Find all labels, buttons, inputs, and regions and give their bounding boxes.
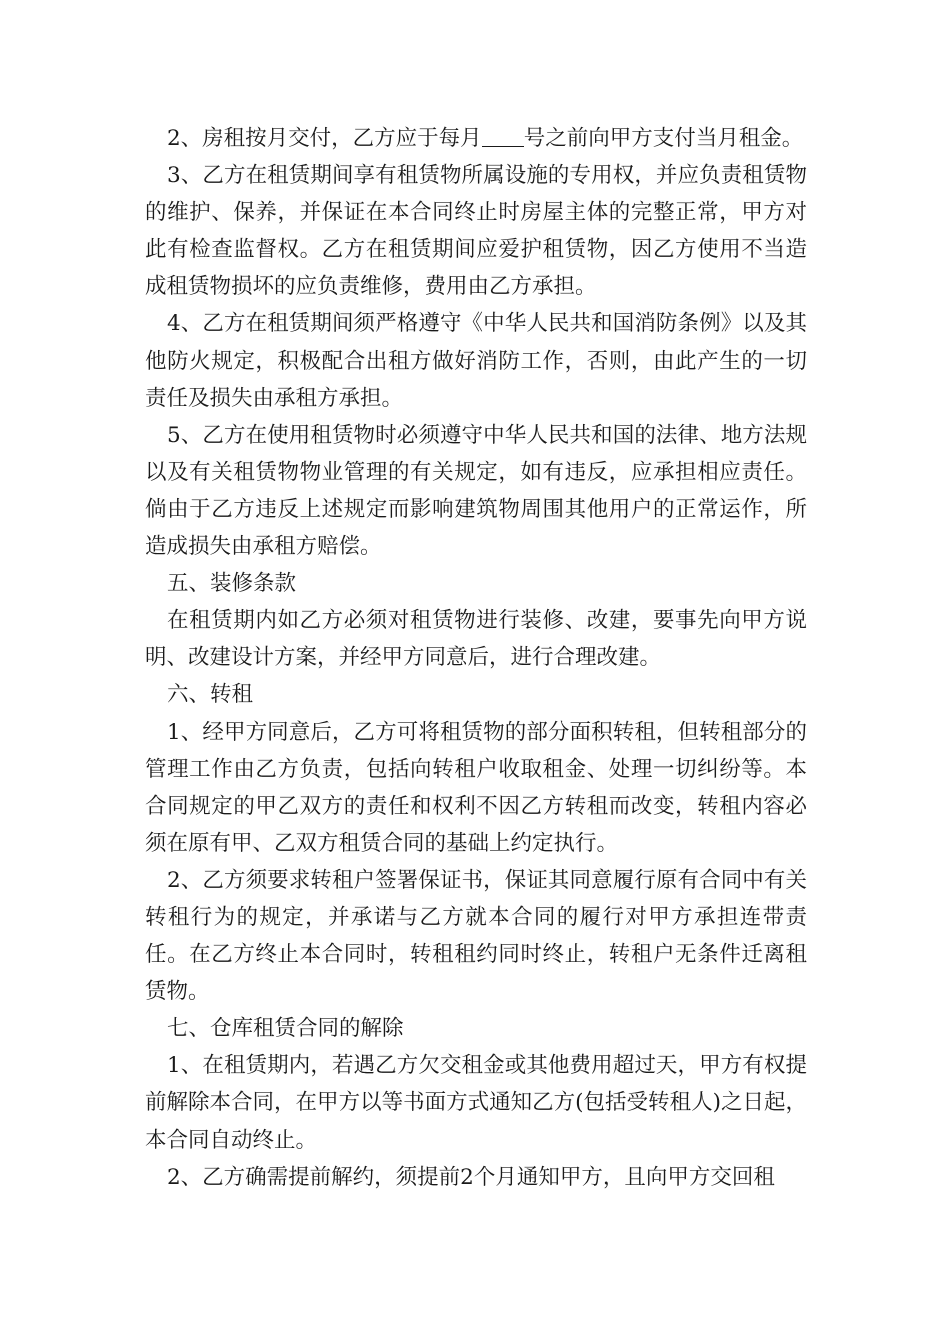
- clause-termination-2: 2、乙方确需提前解约，须提前2个月通知甲方，且向甲方交回租: [167, 1164, 775, 1190]
- clause-sublease-1: 1、经甲方同意后，乙方可将租赁物的部分面积转租，但转租部分的管理工作由乙方负责，包括向转租户收取租金、处理一切纠纷等。本合同规定的甲乙双方的责任和权利不因乙方转租而改变，转租内容必须在原有甲、乙双方租赁合同的基础上约定执行。: [145, 719, 807, 856]
- document-page: [145, 120, 807, 1196]
- clause-rent-payment-text-1: 2、房租按月交付，乙方应于每月: [167, 126, 482, 151]
- section-heading-sublease: 六、转租: [167, 682, 254, 708]
- clause-rent-payment: [145, 120, 807, 157]
- section-heading-renovation: 五、装修条款: [167, 571, 297, 597]
- section-heading-termination: 七、仓库租赁合同的解除: [167, 1016, 404, 1042]
- blank-day-field: [482, 126, 524, 147]
- clause-exclusive-use: 3、乙方在租赁期间享有租赁物所属设施的专用权，并应负责租赁物的维护、保养，并保证在本合同终止时房屋主体的完整正常，甲方对此有检查监督权。乙方在租赁期间应爱护租赁物，因乙方使用不当造成租赁物损坏的应负责维修，费用由乙方承担。: [145, 163, 807, 300]
- clause-termination-1: 1、在租赁期内，若遇乙方欠交租金或其他费用超过天，甲方有权提前解除本合同，在甲方以等书面方式通知乙方(包括受转租人)之日起，本合同自动终止。: [145, 1053, 807, 1153]
- clause-fire-safety: 4、乙方在租赁期间须严格遵守《中华人民共和国消防条例》以及其他防火规定，积极配合出租方做好消防工作，否则，由此产生的一切责任及损失由承租方承担。: [145, 311, 807, 411]
- clause-rent-payment-text-2: 号之前向甲方支付当月租金。: [523, 126, 804, 151]
- clause-legal-compliance: 5、乙方在使用租赁物时必须遵守中华人民共和国的法律、地方法规以及有关租赁物物业管理的有关规定，如有违反，应承担相应责任。倘由于乙方违反上述规定而影响建筑物周围其他用户的正常运作，所造成损失由承租方赔偿。: [145, 422, 807, 560]
- clause-renovation: 在租赁期内如乙方必须对租赁物进行装修、改建，要事先向甲方说明、改建设计方案，并经甲方同意后，进行合理改建。: [145, 608, 807, 671]
- clause-sublease-2: 2、乙方须要求转租户签署保证书，保证其同意履行原有合同中有关转租行为的规定，并承诺与乙方就本合同的履行对甲方承担连带责任。在乙方终止本合同时，转租租约同时终止，转租户无条件迁离租赁物。: [145, 867, 807, 1005]
